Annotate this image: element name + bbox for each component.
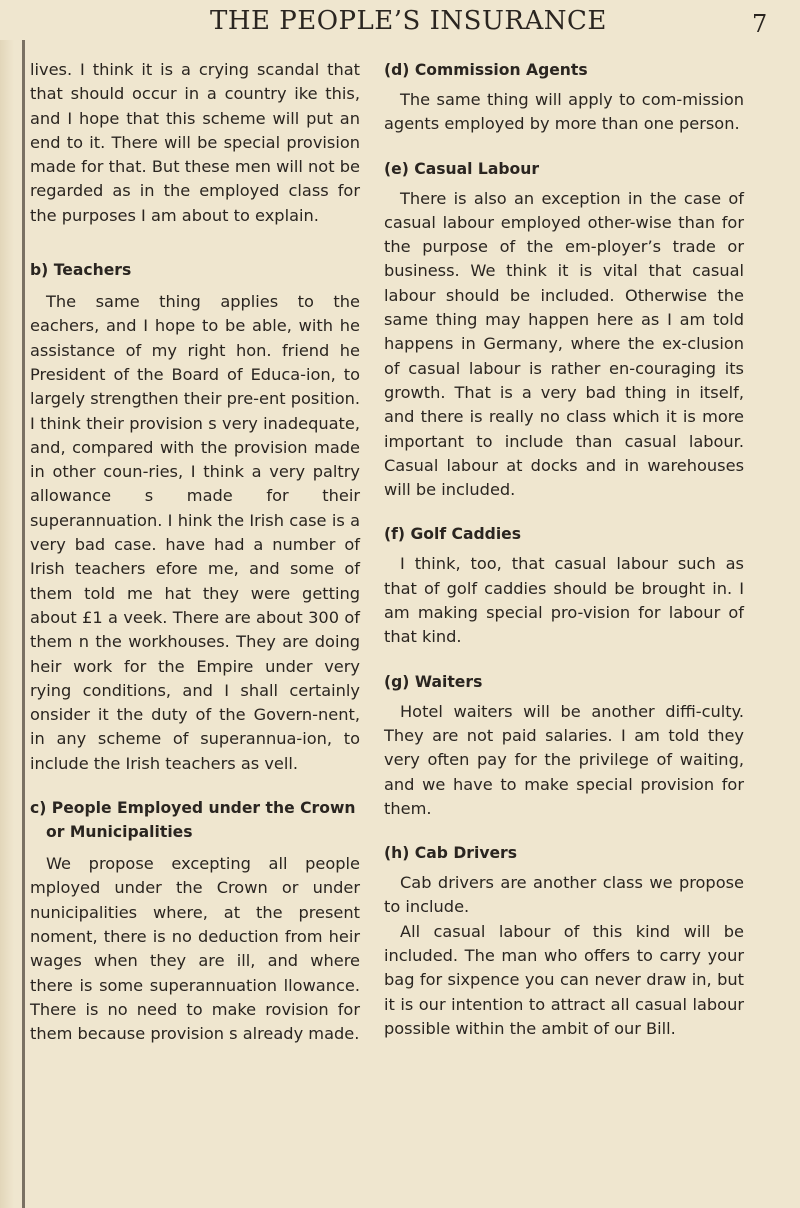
heading-teachers: b) Teachers	[30, 261, 132, 280]
paragraph-casual-labour: There is also an exception in the case of casual labour employed other-wise than for the purpose of the em-ployer’s trade or business. We think it is vital that casual labour should be included. Otherwise the same thing may happen here as I am told happens in Germany, where the ex-clusion of casual labour is rather en-couraging its growth. That is a very bad thing in itself, and there is really no class which it is more important to include than casual labour. Casual labour at docks and in warehouses will be included.	[384, 188, 744, 500]
paragraph-teachers: The same thing applies to the eachers, and I hope to be able, with he assistance of my right hon. friend he President of the Board of Educa-ion, to largely strengthen their pre-ent position. I think their provision s very inadequate, and, compared with the provision made in other coun-ries, I think a very paltry allowance s made for their superannuation. I hink the Irish case is a very bad case. have had a number of Irish teachers efore me, and some of them told me hat they were getting about £1 a veek. There are about 300 of them n the workhouses. They are doing heir work for the Empire under very rying conditions, and I shall certainly onsider it the duty of the Govern-nent, in any scheme of superannua-ion, to include the Irish teachers as vell.	[30, 292, 361, 773]
paragraph-cab-drivers: Cab drivers are another class we propose to include.	[384, 873, 744, 917]
page-number: 7	[752, 10, 768, 38]
heading-crown-municipalities: c) People Employed under the Crown or Municipalities	[30, 799, 356, 842]
heading-casual-labour: (e) Casual Labour	[384, 159, 540, 178]
paragraph-lives: lives. I think it is a crying scandal that that should occur in a country ike this, and I hope that this scheme will put an end to it. There will be special provision made for that. But these men will not be regarded as in the employed class for the purposes I am about to explain.	[30, 60, 360, 225]
paragraph-casual-labour-summary: All casual labour of this kind will be included. The man who offers to carry your bag for sixpence you can never draw in, but it is our intention to attract all casual labour possible within the ambit of our Bill.	[384, 921, 744, 1038]
page-gutter-shadow	[0, 40, 14, 1208]
right-column	[384, 58, 744, 1041]
heading-commission-agents: (d) Commission Agents	[384, 61, 588, 79]
heading-golf-caddies: (f) Golf Caddies	[384, 525, 522, 544]
running-title: THE PEOPLE’S INSURANCE	[210, 6, 607, 36]
paragraph-commission-agents: The same thing will apply to com-mission agents employed by more than one person.	[384, 90, 744, 134]
heading-waiters: (g) Waiters	[384, 672, 483, 691]
heading-cab-drivers: (h) Cab Drivers	[384, 844, 518, 863]
page-header	[0, 4, 800, 42]
paragraph-waiters: Hotel waiters will be another diffi-culty. They are not paid salaries. I am told they very often pay for the privilege of waiting, and we have to make special provision for them.	[384, 701, 744, 818]
left-column	[30, 58, 360, 1046]
paragraph-golf-caddies: I think, too, that casual labour such as that of golf caddies should be brought in. I am making special pro-vision for labour of that kind.	[384, 554, 744, 647]
binding-fold-line	[22, 40, 25, 1208]
paragraph-crown-municipalities: We propose excepting all people mployed under the Crown or under nunicipalities where, at the present noment, there is no deduction from heir wages when they are ill, and where there is some superannuation llowance. There is no need to make rovision for them because provision s already made.	[30, 854, 360, 1044]
